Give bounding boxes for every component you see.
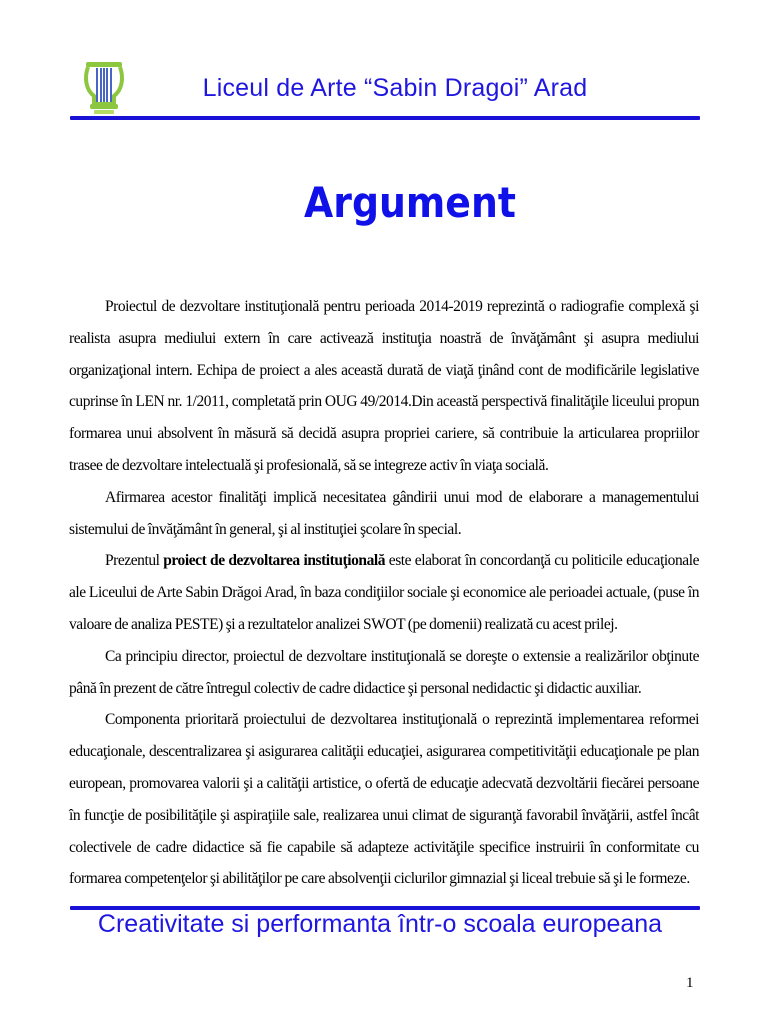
paragraph-3-bold: proiect de dezvoltarea instituţională	[163, 552, 386, 570]
footer-motto: Creativitate si performanta într-o scoala europeana	[97, 910, 663, 938]
header-school-name: Liceul de Arte “Sabin Dragoi” Arad	[202, 74, 588, 102]
document-body	[69, 291, 699, 895]
header-divider	[70, 116, 700, 120]
page-number: 1	[686, 975, 694, 991]
paragraph-5: Componenta prioritară proiectului de dezvoltarea instituţională o reprezintă implementarea reformei educaţionale, descentralizarea şi asigurarea calităţii educaţiei, asigurarea competitivităţii educaţionale pe plan european, promovarea valorii şi a calităţii artistice, o ofertă de educaţie adecvată dezvoltării fiecărei persoane în funcţie de posibilităţile şi aspiraţiile sale, realizarea unui climat de siguranţă favorabil învăţării, astfel încât colectivele de cadre didactice să fie capabile să adapteze activităţile specifice instruirii în conformitate cu formarea competenţelor şi abilităţilor pe care absolvenţii ciclurilor gimnazial şi liceal trebuie să şi le formeze.	[69, 711, 699, 888]
paragraph-3	[69, 545, 699, 640]
paragraph-3-before: Prezentul	[105, 552, 164, 570]
school-logo-icon	[82, 60, 126, 118]
paragraph-4: Ca principiu director, proiectul de dezvoltare instituţională se doreşte o extensie a realizărilor obţinute până în prezent de către întregul colectiv de cadre didactice şi personal nedidactic şi didactic auxiliar.	[69, 647, 699, 697]
paragraph-2: Afirmarea acestor finalităţi implică necesitatea gândirii unui mod de elaborare a managementului sistemului de învăţământ în general, şi al instituţiei şcolare în special.	[69, 488, 699, 538]
page-title: Argument	[304, 178, 516, 227]
paragraph-3-after: este elaborat în concordanţă cu politicile educaţionale ale Liceului de Arte Sabin Drăgoi Arad, în baza condiţiilor sociale şi economice ale perioadei actuale, (puse în valoare de analiza PESTE) şi a rezultatelor analizei SWOT (pe domenii) realizată cu acest prilej.	[69, 552, 699, 633]
paragraph-1: Proiectul de dezvoltare instituţională pentru perioada 2014-2019 reprezintă o radiografie complexă şi realista asupra mediului extern în care activează instituţia noastră de învăţământ şi asupra mediului organizaţional intern. Echipa de proiect a ales această durată de viaţă ţinând cont de modificările legislative cuprinse în LEN nr. 1/2011, completată prin OUG 49/2014.Din această perspectivă finalităţile liceului propun formarea unui absolvent în măsură să decidă asupra propriei cariere, să contribuie la articularea propriilor trasee de dezvoltare intelectuală şi profesională, să se integreze activ în viaţa socială.	[69, 298, 699, 474]
